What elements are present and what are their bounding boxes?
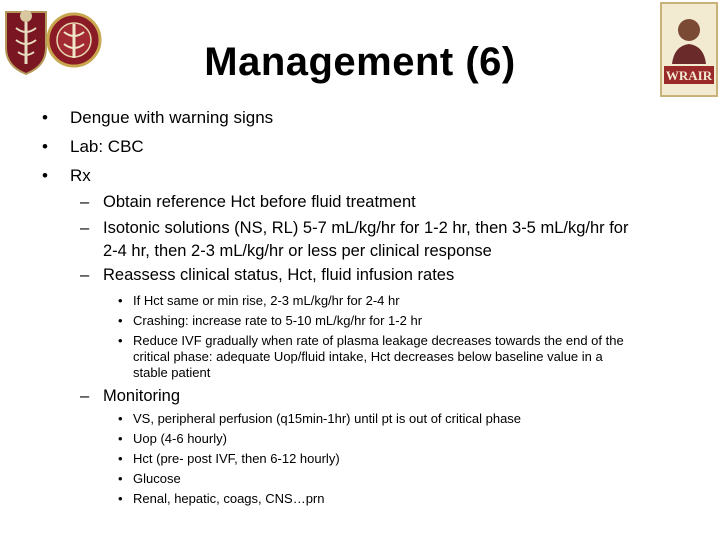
rx-item: [80, 266, 455, 285]
bullet-item: [42, 137, 144, 157]
bullet-marker: •: [118, 293, 123, 308]
reassess-item-text: critical phase: adequate Uop/fluid intake, Hct decreases below baseline value in a: [133, 349, 603, 364]
monitoring-text: Monitoring: [103, 387, 181, 405]
bullet-marker: •: [42, 108, 48, 127]
dash-marker: –: [80, 266, 90, 284]
monitoring-item: [80, 387, 181, 406]
rx-item-text: 2-4 hr, then 2-3 mL/kg/hr or less per clinical response: [103, 242, 492, 260]
bullet-marker: •: [118, 471, 123, 486]
dash-marker: –: [80, 219, 90, 237]
reassess-item: [118, 333, 624, 348]
bullet-item: [42, 108, 274, 128]
reassess-item-continuation: [133, 349, 603, 364]
reassess-item: [118, 293, 400, 308]
bullet-text: Lab: CBC: [70, 137, 144, 156]
slide-title: Management (6): [204, 40, 516, 84]
bullet-item: [42, 166, 91, 186]
rx-item: [80, 193, 416, 212]
monitoring-subitem-text: VS, peripheral perfusion (q15min-1hr) until pt is out of critical phase: [133, 411, 522, 426]
monitoring-subitem-text: Glucose: [133, 471, 181, 486]
reassess-item-text: Reduce IVF gradually when rate of plasma leakage decreases towards the end of the: [133, 333, 624, 348]
reassess-item-text: Crashing: increase rate to 5-10 mL/kg/hr for 1-2 hr: [133, 313, 423, 328]
bullet-text: Rx: [70, 166, 91, 185]
bullet-marker: •: [118, 451, 123, 466]
reassess-item-text: If Hct same or min rise, 2-3 mL/kg/hr for 2-4 hr: [133, 293, 400, 308]
monitoring-subitem-text: Renal, hepatic, coags, CNS…prn: [133, 491, 325, 506]
dash-marker: –: [80, 193, 90, 211]
reassess-item-continuation: [133, 365, 210, 380]
bullet-marker: •: [42, 137, 48, 156]
monitoring-subitem: [118, 451, 340, 466]
bullet-marker: •: [118, 333, 123, 348]
rx-item-text: Isotonic solutions (NS, RL) 5-7 mL/kg/hr for 1-2 hr, then 3-5 mL/kg/hr for: [103, 219, 629, 237]
bullet-marker: •: [118, 411, 123, 426]
reassess-item: [118, 313, 423, 328]
monitoring-subitem: [118, 411, 522, 426]
rx-item-text: Obtain reference Hct before fluid treatment: [103, 193, 416, 211]
monitoring-subitem-text: Hct (pre- post IVF, then 6-12 hourly): [133, 451, 340, 466]
reassess-item-text: stable patient: [133, 365, 211, 380]
logo-text: WRAIR: [665, 68, 713, 83]
bullet-marker: •: [118, 491, 123, 506]
monitoring-subitem: [118, 471, 181, 486]
rx-item-text: Reassess clinical status, Hct, fluid infusion rates: [103, 266, 455, 284]
bullet-marker: •: [118, 313, 123, 328]
bullet-text: Dengue with warning signs: [70, 108, 274, 127]
dash-marker: –: [80, 387, 90, 405]
rx-item: [80, 219, 629, 238]
rx-item-continuation: [103, 242, 492, 261]
bullet-marker: •: [42, 166, 48, 185]
monitoring-subitem: [118, 491, 325, 506]
monitoring-subitem: [118, 431, 227, 446]
monitoring-subitem-text: Uop (4-6 hourly): [133, 431, 227, 446]
bullet-marker: •: [118, 431, 123, 446]
